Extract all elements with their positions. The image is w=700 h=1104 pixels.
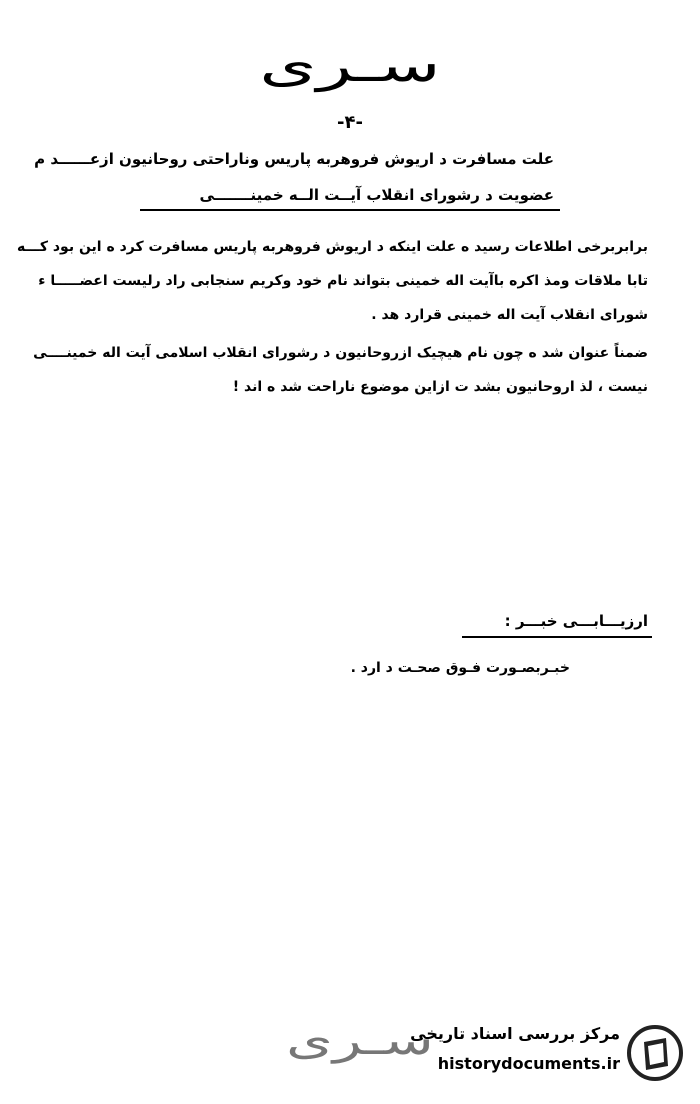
assessment-underline [462,636,652,638]
assessment-label: ارزیـــابـــی خبـــر : [504,612,648,630]
watermark-url: historydocuments.ir [437,1054,620,1073]
paragraph-2-line: ضمناً عنوان شد ه چون نام هیچیک ازروحانیون د رشورای انقلاب اسلامی آیت اله خمینــــی [33,345,648,361]
archive-watermark [410,1020,690,1092]
classification-stamp-top: سـری [259,38,441,92]
paragraph-1-line: تابا ملاقات ومذ اکره باآیت اله خمینی بتواند نام خود وکریم سنجابی راد رلیست اعضـــــا ء [38,273,648,289]
paragraph-2-line: نیست ، لذ اروحانیون بشد ت ازاین موضوع ناراحت شد ه اند ! [232,379,648,395]
subject-line-2: عضویت د رشورای انقلاب آیــت الــه خمینـــــــی [199,186,554,204]
report-paragraph-1 [17,230,648,332]
paragraph-1-line: شورای انقلاب آیت اله خمینی قرارد هد . [371,307,648,323]
classification-stamp-bottom: سـری [286,1018,434,1064]
watermark-name: مرکز بررسی اسناد تاریخی [410,1024,620,1043]
page-number: -۴- [337,112,363,133]
subject-underline [140,209,560,211]
report-paragraph-2 [33,336,648,404]
subject-line-1: علت مسافرت د اریوش فروهربه پاریس وناراحتی روحانیون ازعــــــد م [34,150,554,168]
paragraph-1-line: برابربرخی اطلاعات رسید ه علت اینکه د اریوش فروهربه پاریس مسافرت کرد ه این بود کـــه [17,239,648,255]
assessment-text: خبـربصـورت فـوق صحـت د ارد . [350,660,570,676]
archive-logo-icon [626,1024,684,1082]
